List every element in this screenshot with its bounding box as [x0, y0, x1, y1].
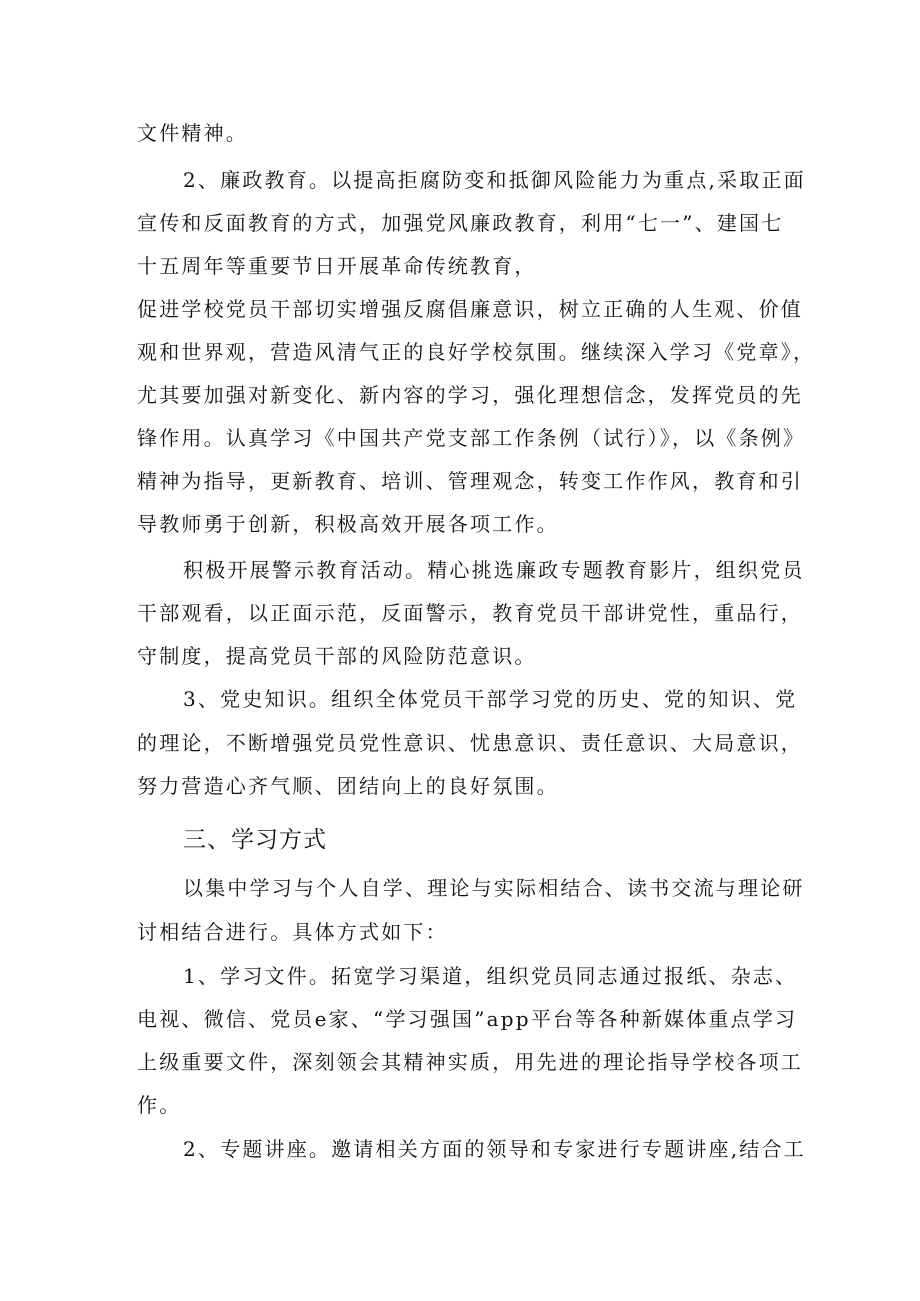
paragraph-line: 以集中学习与个人自学、理论与实际相结合、读书交流与理论研	[183, 876, 805, 900]
paragraph-line: 精神为指导，更新教育、培训、管理观念，转变工作作风，教育和引	[137, 469, 803, 493]
paragraph-line: 促进学校党员干部切实增强反腐倡廉意识，树立正确的人生观、价值	[137, 297, 803, 321]
paragraph-line: 锋作用。认真学习《中国共产党支部工作条例（试行）》，以《条例》	[137, 426, 806, 450]
paragraph-line: 电视、微信、党员e家、“学习强国”app平台等各种新媒体重点学习	[137, 1007, 798, 1031]
paragraph-line: 上级重要文件，深刻领会其精神实质，用先进的理论指导学校各项工	[137, 1050, 803, 1074]
paragraph-line: 2、廉政教育。以提高拒腐防变和抵御风险能力为重点,采取正面	[183, 168, 806, 192]
section-heading: 三、学习方式	[183, 827, 327, 853]
paragraph-line: 作。	[137, 1093, 182, 1117]
paragraph-line: 观和世界观，营造风清气正的良好学校氛围。继续深入学习《党章》，	[137, 340, 816, 364]
paragraph-line: 努力营造心齐气顺、团结向上的良好氛围。	[137, 774, 559, 798]
paragraph-line: 2、专题讲座。邀请相关方面的领导和专家进行专题讲座,结合工	[183, 1137, 806, 1161]
paragraph-line: 1、学习文件。拓宽学习渠道，组织党员同志通过报纸、杂志、	[183, 964, 798, 988]
paragraph-line: 守制度，提高党员干部的风险防范意识。	[137, 644, 537, 668]
paragraph-line: 干部观看，以正面示范，反面警示，教育党员干部讲党性，重品行，	[137, 601, 803, 625]
paragraph-line: 3、党史知识。组织全体党员干部学习党的历史、党的知识、党	[183, 687, 798, 711]
paragraph-line: 讨相结合进行。具体方式如下：	[137, 920, 448, 944]
paragraph-line: 导教师勇于创新，积极高效开展各项工作。	[137, 512, 559, 536]
paragraph-line: 宣传和反面教育的方式，加强党风廉政教育，利用“七一”、建国七	[137, 211, 784, 235]
paragraph-line: 文件精神。	[137, 121, 248, 145]
paragraph-line: 积极开展警示教育活动。精心挑选廉政专题教育影片，组织党员	[183, 558, 805, 582]
paragraph-line: 尤其要加强对新变化、新内容的学习，强化理想信念，发挥党员的先	[137, 383, 803, 407]
paragraph-line: 十五周年等重要节日开展革命传统教育，	[137, 254, 537, 278]
paragraph-line: 的理论，不断增强党员党性意识、忧患意识、责任意识、大局意识，	[137, 731, 803, 755]
